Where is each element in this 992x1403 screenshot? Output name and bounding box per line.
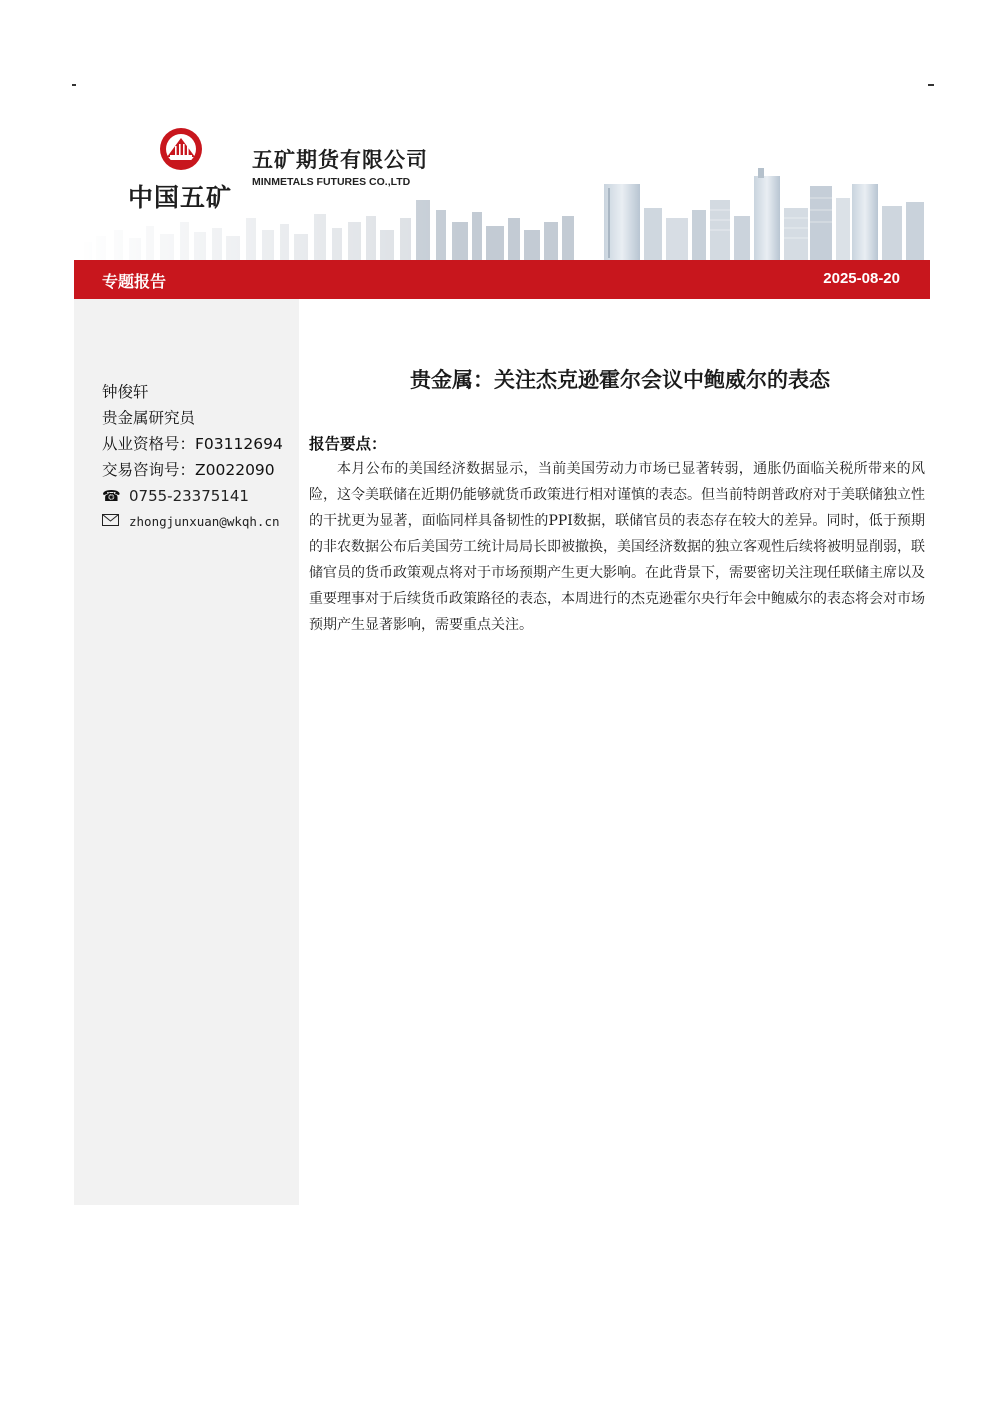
company-name-cn: 五矿期货有限公司 [252,148,428,172]
company-name-en: MINMETALS FUTURES CO.,LTD [252,176,411,188]
report-type-label: 专题报告 [102,272,167,291]
author-info [102,379,283,535]
envelope-icon [102,509,120,535]
author-name: 钟俊轩 [102,383,149,401]
author-position: 贵金属研究员 [102,409,196,427]
corner-mark-right [928,84,934,86]
key-points-paragraph: 本月公布的美国经济数据显示，当前美国劳动力市场已显著转弱，通胀仍面临关税所带来的风险，这令美联储在近期仍能够就货币政策进行相对谨慎的表态。但当前特朗普政府对于美联储独立性的干扰更为显著，面临同样具备韧性的PPI数据，联储官员的表态存在较大的差异。同时，低于预期的非农数据公布后美国劳工统计局局长即被撤换，美国经济数据的独立客观性后续将被明显削弱，联储官员的货币政策观点将对于市场预期产生更大影响。在此背景下，需要密切关注现任联储主席以及重要理事对于后续货币政策路径的表态，本周进行的杰克逊霍尔央行年会中鲍威尔的表态将会对市场预期产生显著影响，需要重点关注。 [309,461,925,633]
minmetals-logo [128,122,238,212]
corner-mark-left [72,84,76,86]
author-phone-row [102,483,283,509]
company-name-block [252,144,428,188]
minmetals-emblem-icon [158,126,204,172]
author-qualification: 从业资格号：F03112694 [102,435,283,453]
author-consulting-number: 交易咨询号：Z0022090 [102,461,275,479]
report-date: 2025-08-20 [823,270,900,287]
report-title: 贵金属：关注杰克逊霍尔会议中鲍威尔的表态 [410,368,830,392]
section-heading-key-points: 报告要点： [309,435,387,453]
author-sidebar [74,299,299,1205]
author-email[interactable]: zhongjunxuan@wkqh.cn [129,514,280,529]
author-phone: 0755-23375141 [129,487,249,505]
telephone-icon: ☎ [102,487,121,505]
report-banner [74,260,930,299]
logo-text: 中国五矿 [128,183,233,212]
author-email-row [102,509,283,535]
